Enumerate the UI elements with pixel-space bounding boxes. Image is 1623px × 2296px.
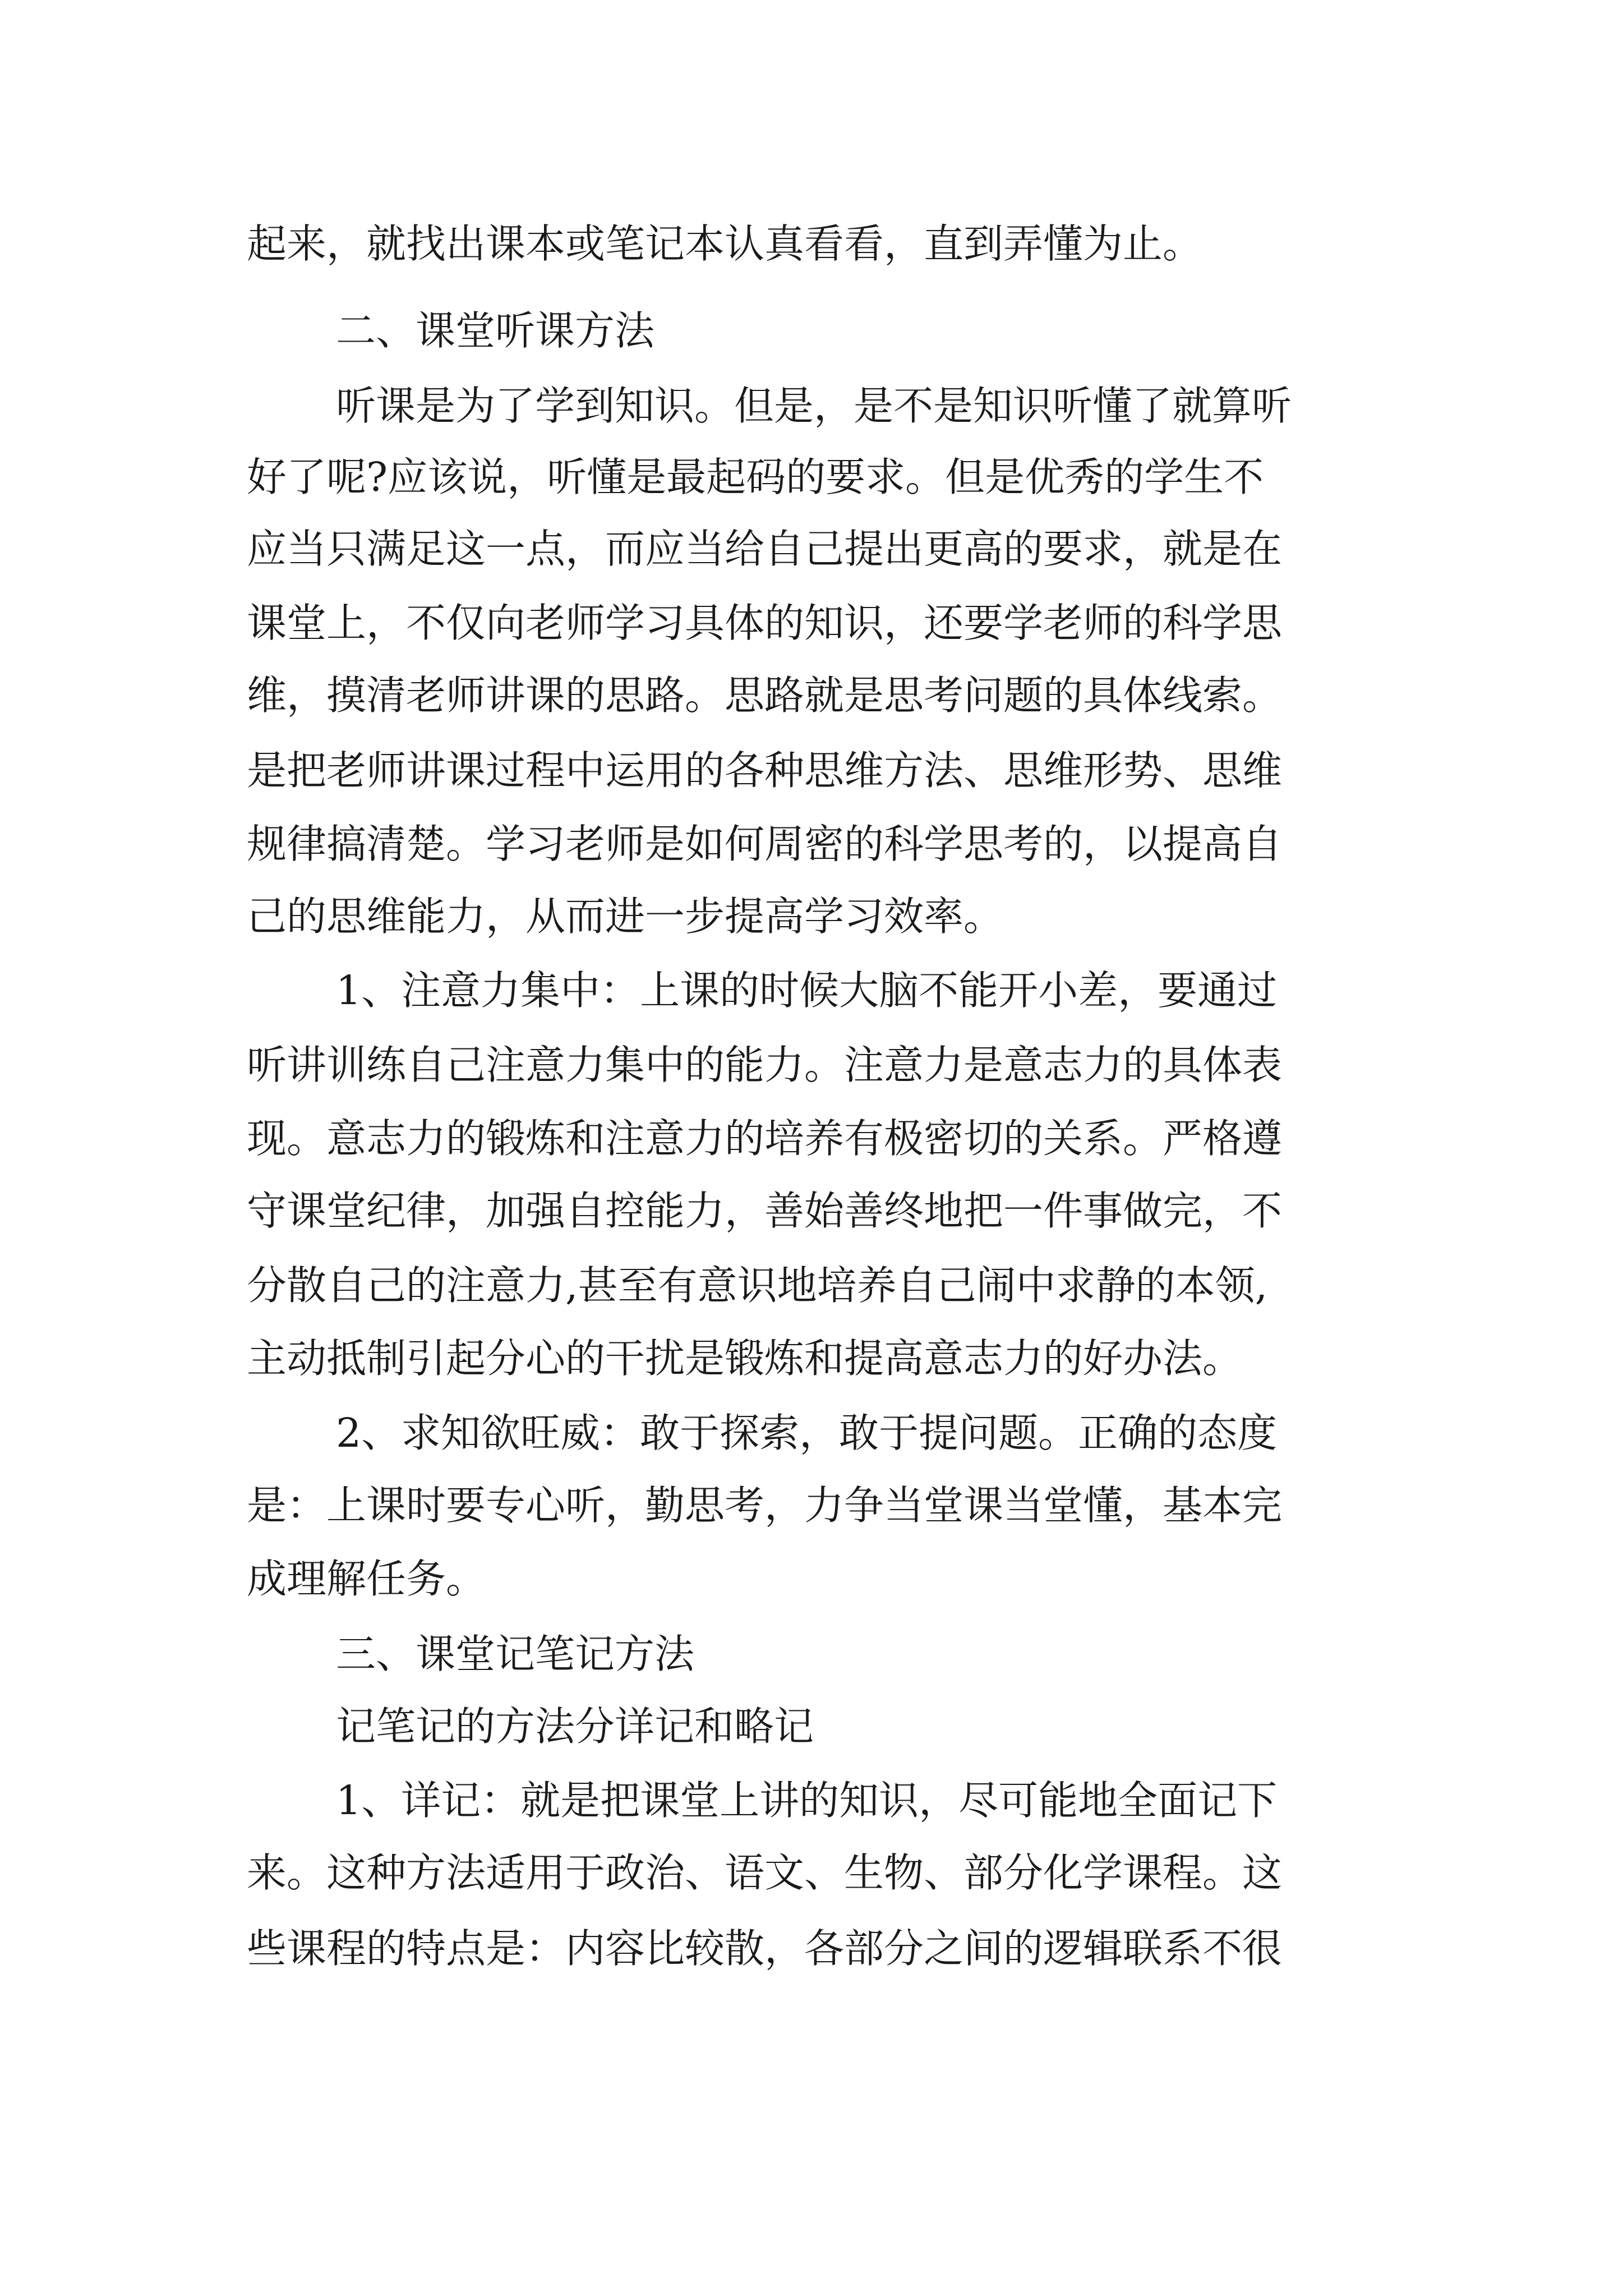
text-line: 己的思维能力，从而进一步提高学习效率。	[247, 893, 1004, 940]
text-line: 来。这种方法适用于政治、语文、生物、部分化学课程。这	[247, 1849, 1283, 1896]
text-line: 守课堂纪律，加强自控能力，善始善终地把一件事做完，不	[247, 1188, 1283, 1234]
text-line: 课堂上，不仅向老师学习具体的知识，还要学老师的科学思	[247, 600, 1283, 646]
text-line: 起来，就找出课本或笔记本认真看看，直到弄懂为止。	[247, 220, 1203, 267]
text-line: 1、详记：就是把课堂上讲的知识，尽可能地全面记下	[336, 1777, 1278, 1824]
text-line: 1、注意力集中：上课的时候大脑不能开小差，要通过	[336, 967, 1278, 1014]
text-line: 是把老师讲课过程中运用的各种思维方法、思维形势、思维	[247, 747, 1283, 794]
text-line: 好了呢?应该说，听懂是最起码的要求。但是优秀的学生不	[247, 454, 1264, 500]
section-heading: 二、课堂听课方法	[336, 307, 655, 354]
text-line: 2、求知欲旺威：敢于探索，敢于提问题。正确的态度	[336, 1410, 1278, 1456]
text-line: 是：上课时要专心听，勤思考，力争当堂课当堂懂，基本完	[247, 1482, 1283, 1529]
text-line: 听讲训练自己注意力集中的能力。注意力是意志力的具体表	[247, 1042, 1283, 1088]
text-line: 分散自己的注意力,甚至有意识地培养自己闹中求静的本领,	[247, 1262, 1268, 1309]
text-line: 些课程的特点是：内容比较散，各部分之间的逻辑联系不很	[247, 1925, 1283, 1972]
text-line: 规律搞清楚。学习老师是如何周密的科学思考的，以提高自	[247, 821, 1283, 867]
text-line: 记笔记的方法分详记和略记	[336, 1703, 814, 1750]
text-line: 维，摸清老师讲课的思路。思路就是思考问题的具体线索。	[247, 672, 1283, 719]
text-line: 现。意志力的锻炼和注意力的培养有极密切的关系。严格遵	[247, 1115, 1283, 1162]
text-line: 应当只满足这一点，而应当给自己提出更高的要求，就是在	[247, 526, 1283, 572]
text-line: 主动抵制引起分心的干扰是锻炼和提高意志力的好办法。	[247, 1335, 1243, 1382]
text-line: 成理解任务。	[247, 1556, 486, 1602]
section-heading: 三、课堂记笔记方法	[336, 1631, 695, 1677]
text-line: 听课是为了学到知识。但是，是不是知识听懂了就算听	[336, 383, 1292, 429]
